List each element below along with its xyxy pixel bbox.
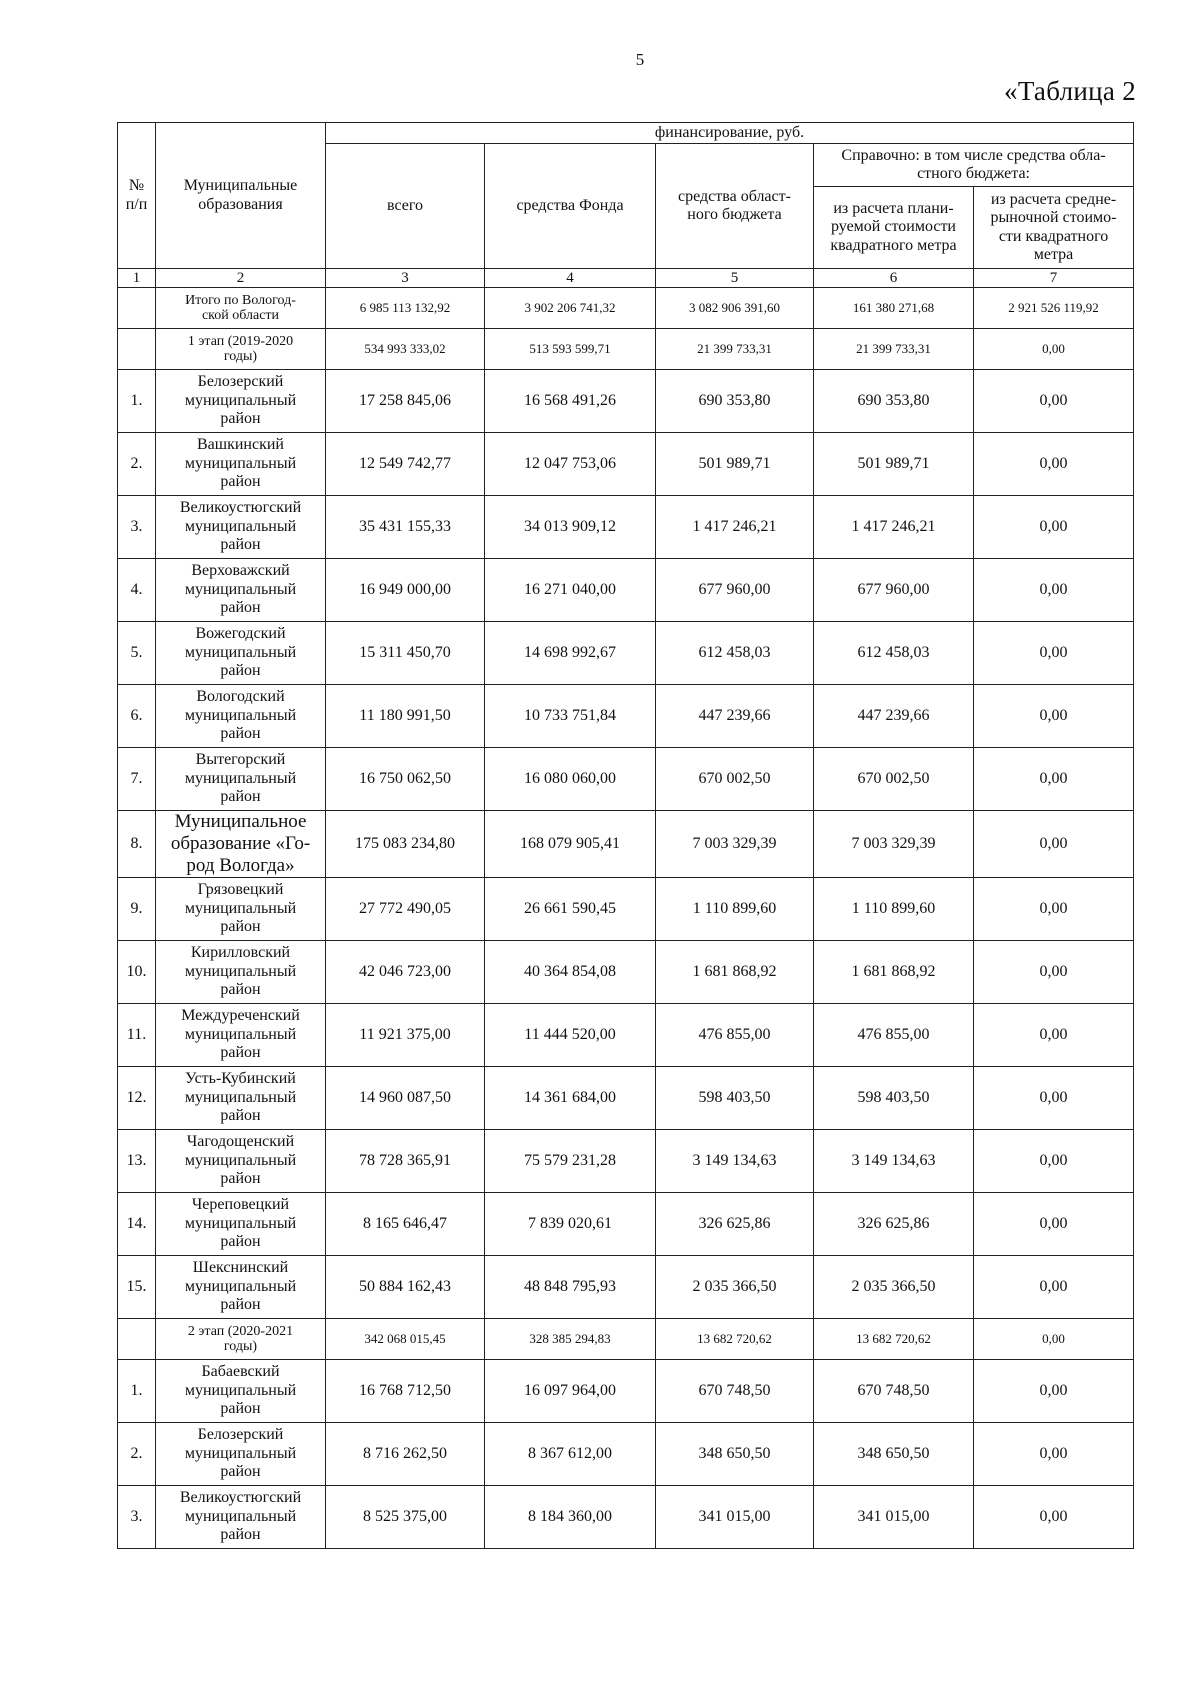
table-row: [118, 1004, 1134, 1067]
column-number: 2: [156, 269, 326, 288]
municipality-name: Муниципальное образование «Го- род Вологда»: [156, 811, 326, 878]
planned-cost-amount: 348 650,50: [814, 1423, 974, 1486]
planned-cost-amount: 3 149 134,63: [814, 1130, 974, 1193]
table-row: [118, 1256, 1134, 1319]
municipality-name: Чагодощенский муниципальный район: [156, 1130, 326, 1193]
planned-cost-amount: 501 989,71: [814, 433, 974, 496]
market-cost-amount: 0,00: [974, 559, 1134, 622]
planned-cost-amount: 670 748,50: [814, 1360, 974, 1423]
municipality-name: Белозерский муниципальный район: [156, 370, 326, 433]
regional-budget-amount: 348 650,50: [656, 1423, 814, 1486]
planned-cost-amount: 612 458,03: [814, 622, 974, 685]
municipality-name: Шекснинский муниципальный район: [156, 1256, 326, 1319]
fund-amount: 26 661 590,45: [485, 878, 656, 941]
row-number: [118, 329, 156, 370]
fund-amount: 48 848 795,93: [485, 1256, 656, 1319]
header-planned-cost: из расчета плани- руемой стоимости квадратного метра: [814, 187, 974, 269]
regional-budget-amount: 2 035 366,50: [656, 1256, 814, 1319]
market-cost-amount: 0,00: [974, 1067, 1134, 1130]
planned-cost-amount: 2 035 366,50: [814, 1256, 974, 1319]
regional-budget-amount: 1 110 899,60: [656, 878, 814, 941]
fund-amount: 16 080 060,00: [485, 748, 656, 811]
header-financing: финансирование, руб.: [326, 123, 1134, 144]
planned-cost-amount: 690 353,80: [814, 370, 974, 433]
municipality-name: Великоустюгский муниципальный район: [156, 1486, 326, 1549]
regional-budget-amount: 670 002,50: [656, 748, 814, 811]
planned-cost-amount: 447 239,66: [814, 685, 974, 748]
regional-budget-amount: 501 989,71: [656, 433, 814, 496]
planned-cost-amount: 326 625,86: [814, 1193, 974, 1256]
market-cost-amount: 0,00: [974, 878, 1134, 941]
municipality-name: Верховажский муниципальный район: [156, 559, 326, 622]
total-amount: 50 884 162,43: [326, 1256, 485, 1319]
total-amount: 8 716 262,50: [326, 1423, 485, 1486]
table-row: [118, 433, 1134, 496]
market-cost-amount: 0,00: [974, 1423, 1134, 1486]
fund-amount: 16 271 040,00: [485, 559, 656, 622]
column-number: 6: [814, 269, 974, 288]
planned-cost-amount: 677 960,00: [814, 559, 974, 622]
row-number: [118, 1319, 156, 1360]
regional-budget-amount: 341 015,00: [656, 1486, 814, 1549]
total-amount: 78 728 365,91: [326, 1130, 485, 1193]
market-cost-amount: 0,00: [974, 1130, 1134, 1193]
row-number: 8.: [118, 811, 156, 878]
header-municipality: Муниципальные образования: [156, 123, 326, 269]
table-row: [118, 941, 1134, 1004]
market-cost-amount: 0,00: [974, 685, 1134, 748]
table-row: [118, 622, 1134, 685]
total-amount: 12 549 742,77: [326, 433, 485, 496]
total-amount: 16 750 062,50: [326, 748, 485, 811]
municipality-name: Вожегодский муниципальный район: [156, 622, 326, 685]
table-row: [118, 496, 1134, 559]
total-amount: 16 949 000,00: [326, 559, 485, 622]
row-number: 5.: [118, 622, 156, 685]
market-cost-amount: 0,00: [974, 941, 1134, 1004]
fund-amount: 513 593 599,71: [485, 329, 656, 370]
row-number: 1.: [118, 1360, 156, 1423]
total-amount: 534 993 333,02: [326, 329, 485, 370]
table-row: [118, 811, 1134, 878]
fund-amount: 11 444 520,00: [485, 1004, 656, 1067]
table-row: [118, 370, 1134, 433]
fund-amount: 14 361 684,00: [485, 1067, 656, 1130]
municipality-name: Грязовецкий муниципальный район: [156, 878, 326, 941]
municipality-name: Вытегорский муниципальный район: [156, 748, 326, 811]
municipality-name: Белозерский муниципальный район: [156, 1423, 326, 1486]
table-row: [118, 1193, 1134, 1256]
planned-cost-amount: 1 417 246,21: [814, 496, 974, 559]
row-number: 12.: [118, 1067, 156, 1130]
market-cost-amount: 0,00: [974, 1193, 1134, 1256]
fund-amount: 14 698 992,67: [485, 622, 656, 685]
row-number: 11.: [118, 1004, 156, 1067]
fund-amount: 7 839 020,61: [485, 1193, 656, 1256]
planned-cost-amount: 13 682 720,62: [814, 1319, 974, 1360]
municipality-name: Вашкинский муниципальный район: [156, 433, 326, 496]
total-amount: 16 768 712,50: [326, 1360, 485, 1423]
header-fund: средства Фонда: [485, 144, 656, 269]
total-amount: 11 180 991,50: [326, 685, 485, 748]
planned-cost-amount: 476 855,00: [814, 1004, 974, 1067]
planned-cost-amount: 7 003 329,39: [814, 811, 974, 878]
regional-budget-amount: 21 399 733,31: [656, 329, 814, 370]
municipality-name: Междуреченский муниципальный район: [156, 1004, 326, 1067]
row-number: 9.: [118, 878, 156, 941]
fund-amount: 8 367 612,00: [485, 1423, 656, 1486]
total-row: [118, 288, 1134, 329]
row-number: 6.: [118, 685, 156, 748]
fund-amount: 16 568 491,26: [485, 370, 656, 433]
total-amount: 175 083 234,80: [326, 811, 485, 878]
market-cost-amount: 0,00: [974, 811, 1134, 878]
municipality-name: Вологодский муниципальный район: [156, 685, 326, 748]
municipality-name: 1 этап (2019-2020 годы): [156, 329, 326, 370]
market-cost-amount: 0,00: [974, 1360, 1134, 1423]
column-number: 7: [974, 269, 1134, 288]
regional-budget-amount: 13 682 720,62: [656, 1319, 814, 1360]
fund-amount: 34 013 909,12: [485, 496, 656, 559]
fund-amount: 328 385 294,83: [485, 1319, 656, 1360]
total-amount: 6 985 113 132,92: [326, 288, 485, 329]
regional-budget-amount: 3 149 134,63: [656, 1130, 814, 1193]
header-regional-budget: средства област- ного бюджета: [656, 144, 814, 269]
regional-budget-amount: 1 417 246,21: [656, 496, 814, 559]
header-no: № п/п: [118, 123, 156, 269]
table-row: [118, 878, 1134, 941]
regional-budget-amount: 447 239,66: [656, 685, 814, 748]
total-amount: 8 525 375,00: [326, 1486, 485, 1549]
financing-table: [117, 122, 1134, 1549]
regional-budget-amount: 598 403,50: [656, 1067, 814, 1130]
stage-row: [118, 1319, 1134, 1360]
table-row: [118, 1130, 1134, 1193]
column-number-row: [118, 269, 1134, 288]
table-caption: «Таблица 2: [1004, 76, 1136, 106]
row-number: 3.: [118, 1486, 156, 1549]
header-market-cost: из расчета средне- рыночной стоимо- сти квадратного метра: [974, 187, 1134, 269]
row-number: 10.: [118, 941, 156, 1004]
planned-cost-amount: 341 015,00: [814, 1486, 974, 1549]
regional-budget-amount: 1 681 868,92: [656, 941, 814, 1004]
planned-cost-amount: 1 681 868,92: [814, 941, 974, 1004]
planned-cost-amount: 670 002,50: [814, 748, 974, 811]
planned-cost-amount: 21 399 733,31: [814, 329, 974, 370]
total-amount: 42 046 723,00: [326, 941, 485, 1004]
municipality-name: Кирилловский муниципальный район: [156, 941, 326, 1004]
page-number: 5: [635, 50, 645, 69]
market-cost-amount: 0,00: [974, 622, 1134, 685]
regional-budget-amount: 690 353,80: [656, 370, 814, 433]
row-number: 2.: [118, 1423, 156, 1486]
planned-cost-amount: 598 403,50: [814, 1067, 974, 1130]
fund-amount: 40 364 854,08: [485, 941, 656, 1004]
regional-budget-amount: 612 458,03: [656, 622, 814, 685]
planned-cost-amount: 161 380 271,68: [814, 288, 974, 329]
municipality-name: Великоустюгский муниципальный район: [156, 496, 326, 559]
column-number: 4: [485, 269, 656, 288]
header-reference: Справочно: в том числе средства обла- стного бюджета:: [814, 144, 1134, 187]
table-row: [118, 1423, 1134, 1486]
total-amount: 35 431 155,33: [326, 496, 485, 559]
market-cost-amount: 2 921 526 119,92: [974, 288, 1134, 329]
fund-amount: 12 047 753,06: [485, 433, 656, 496]
fund-amount: 3 902 206 741,32: [485, 288, 656, 329]
total-amount: 17 258 845,06: [326, 370, 485, 433]
market-cost-amount: 0,00: [974, 433, 1134, 496]
total-amount: 15 311 450,70: [326, 622, 485, 685]
fund-amount: 168 079 905,41: [485, 811, 656, 878]
municipality-name: Итого по Вологод- ской области: [156, 288, 326, 329]
row-number: 15.: [118, 1256, 156, 1319]
planned-cost-amount: 1 110 899,60: [814, 878, 974, 941]
total-amount: 342 068 015,45: [326, 1319, 485, 1360]
table-row: [118, 559, 1134, 622]
market-cost-amount: 0,00: [974, 1256, 1134, 1319]
table-row: [118, 1067, 1134, 1130]
fund-amount: 16 097 964,00: [485, 1360, 656, 1423]
row-number: 14.: [118, 1193, 156, 1256]
column-number: 3: [326, 269, 485, 288]
market-cost-amount: 0,00: [974, 329, 1134, 370]
market-cost-amount: 0,00: [974, 1319, 1134, 1360]
market-cost-amount: 0,00: [974, 748, 1134, 811]
regional-budget-amount: 7 003 329,39: [656, 811, 814, 878]
column-number: 1: [118, 269, 156, 288]
row-number: [118, 288, 156, 329]
municipality-name: Бабаевский муниципальный район: [156, 1360, 326, 1423]
row-number: 3.: [118, 496, 156, 559]
regional-budget-amount: 670 748,50: [656, 1360, 814, 1423]
fund-amount: 10 733 751,84: [485, 685, 656, 748]
table-row: [118, 1486, 1134, 1549]
market-cost-amount: 0,00: [974, 1486, 1134, 1549]
table-row: [118, 748, 1134, 811]
market-cost-amount: 0,00: [974, 1004, 1134, 1067]
total-amount: 14 960 087,50: [326, 1067, 485, 1130]
header-total: всего: [326, 144, 485, 269]
total-amount: 27 772 490,05: [326, 878, 485, 941]
total-amount: 8 165 646,47: [326, 1193, 485, 1256]
market-cost-amount: 0,00: [974, 370, 1134, 433]
table-body: [118, 288, 1134, 1549]
total-amount: 11 921 375,00: [326, 1004, 485, 1067]
regional-budget-amount: 677 960,00: [656, 559, 814, 622]
column-number: 5: [656, 269, 814, 288]
row-number: 7.: [118, 748, 156, 811]
regional-budget-amount: 3 082 906 391,60: [656, 288, 814, 329]
stage-row: [118, 329, 1134, 370]
municipality-name: Усть-Кубинский муниципальный район: [156, 1067, 326, 1130]
regional-budget-amount: 326 625,86: [656, 1193, 814, 1256]
row-number: 4.: [118, 559, 156, 622]
row-number: 13.: [118, 1130, 156, 1193]
market-cost-amount: 0,00: [974, 496, 1134, 559]
municipality-name: Череповецкий муниципальный район: [156, 1193, 326, 1256]
table-row: [118, 685, 1134, 748]
row-number: 1.: [118, 370, 156, 433]
fund-amount: 8 184 360,00: [485, 1486, 656, 1549]
row-number: 2.: [118, 433, 156, 496]
regional-budget-amount: 476 855,00: [656, 1004, 814, 1067]
municipality-name: 2 этап (2020-2021 годы): [156, 1319, 326, 1360]
table-row: [118, 1360, 1134, 1423]
fund-amount: 75 579 231,28: [485, 1130, 656, 1193]
